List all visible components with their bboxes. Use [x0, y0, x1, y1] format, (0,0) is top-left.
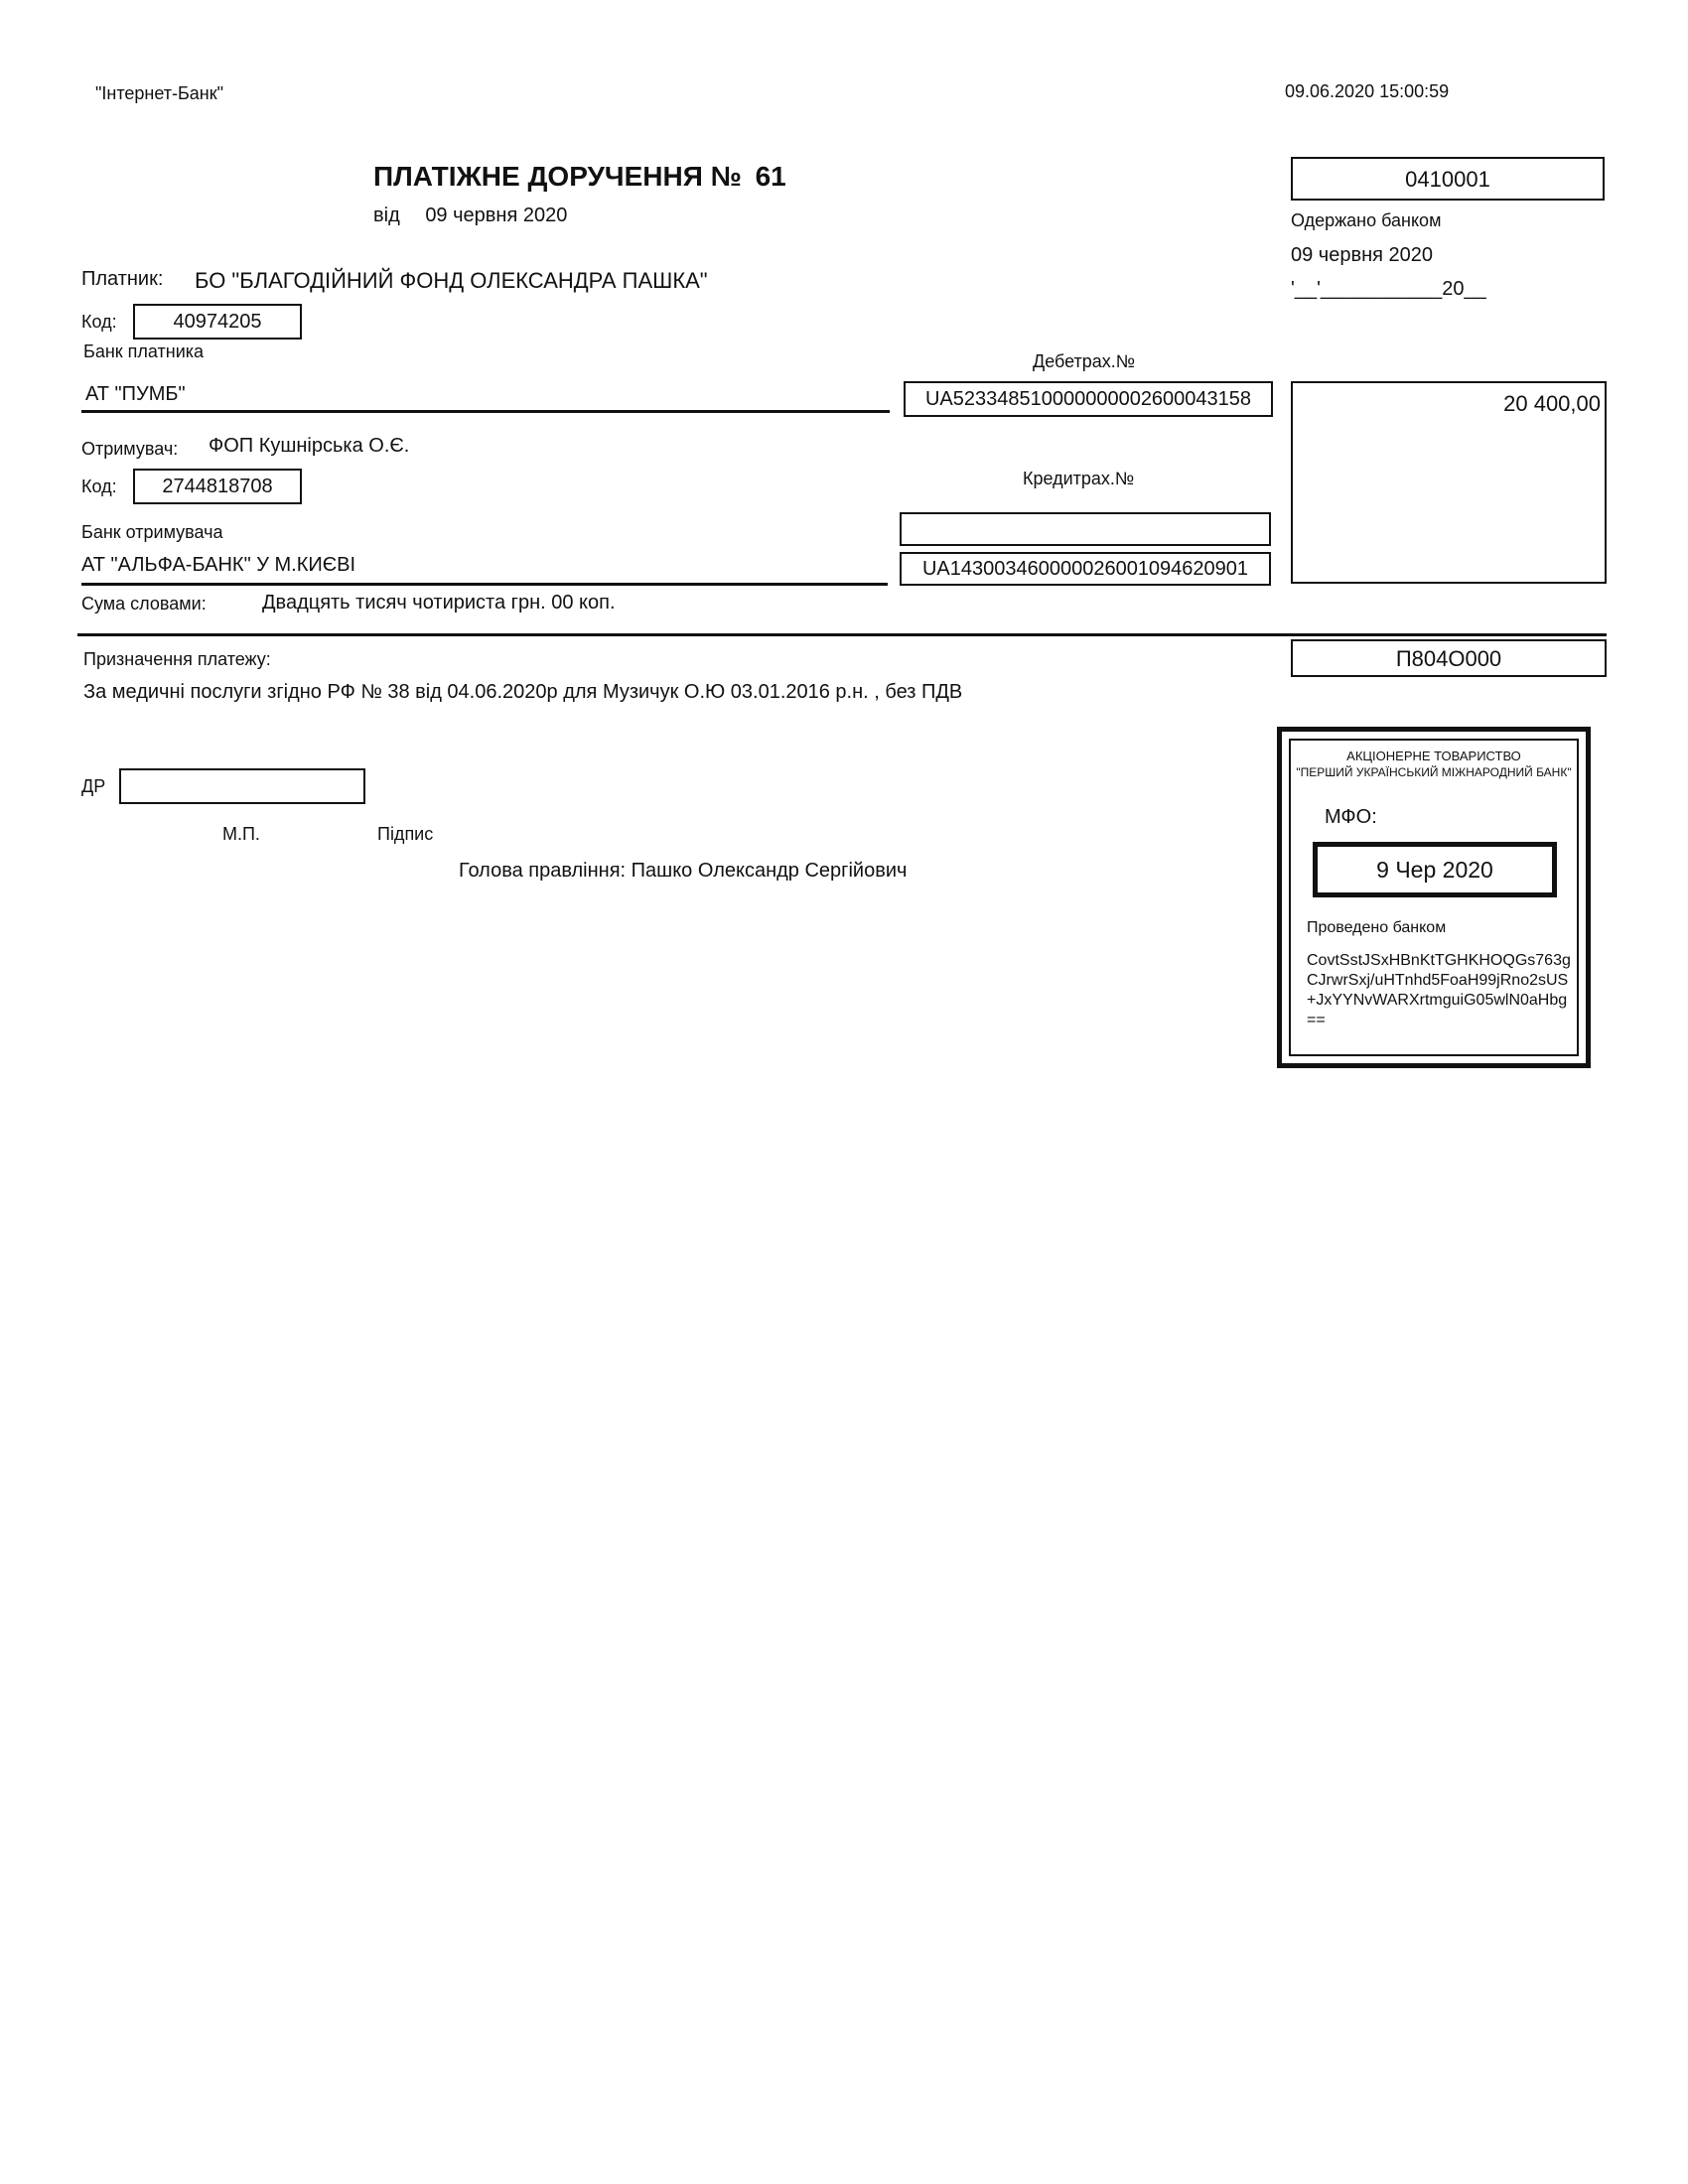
- recipient-bank-name: АТ "АЛЬФА-БАНК" У М.КИЄВІ: [81, 554, 355, 576]
- purpose-code: П804О000: [1395, 646, 1502, 671]
- bank-stamp-inner-border: [1289, 739, 1579, 1056]
- recipient-name: ФОП Кушнірська О.Є.: [209, 435, 410, 457]
- purpose-code-box: [1291, 639, 1607, 677]
- mp-label: М.П.: [222, 824, 260, 844]
- payer-code: 40974205: [173, 311, 262, 333]
- debit-account-box: [904, 381, 1273, 417]
- document-number: 61: [755, 161, 786, 192]
- form-code-box: [1291, 157, 1605, 201]
- stamp-mfo-label: МФО:: [1325, 806, 1377, 828]
- purpose-label: Призначення платежу:: [83, 649, 271, 669]
- stamp-processed-label: Проведено банком: [1307, 919, 1447, 936]
- payer-name: БО "БЛАГОДІЙНИЙ ФОНД ОЛЕКСАНДРА ПАШКА": [195, 268, 708, 293]
- bank-stamp: [1277, 727, 1591, 1068]
- source-label: "Інтернет-Банк": [95, 83, 224, 103]
- credit-account: UA143003460000026001094620901: [921, 558, 1249, 580]
- debit-account-label: Дебетрах.№: [1033, 351, 1136, 371]
- document-date-label: від: [373, 205, 400, 226]
- debit-account: UA523348510000000002600043158: [924, 388, 1252, 410]
- amount-value: 20 400,00: [1503, 391, 1601, 416]
- recipient-bank-label: Банк отримувача: [81, 522, 223, 542]
- print-timestamp: 09.06.2020 15:00:59: [1285, 81, 1450, 101]
- purpose-text: За медичні послуги згідно РФ № 38 від 04.06.2020р для Музичук О.Ю 03.01.2016 р.н. , без ПДВ: [83, 681, 963, 703]
- document-date: [373, 205, 567, 227]
- form-code: 0410001: [1405, 167, 1490, 192]
- amount-words-value: Двадцять тисяч чотириста грн. 00 коп.: [262, 592, 616, 614]
- recipient-code-box: [133, 469, 302, 504]
- amount-words-label: Сума словами:: [81, 594, 207, 614]
- signature-label: Підпис: [377, 824, 434, 844]
- document-title: [373, 161, 786, 193]
- stamp-date: 9 Чер 2020: [1313, 842, 1557, 897]
- payer-code-box: [133, 304, 302, 340]
- recipient-code-label: Код:: [81, 477, 117, 496]
- received-blank-date: '__'___________20__: [1291, 278, 1486, 300]
- recipient-bank-underline: [81, 583, 888, 586]
- stamp-hash: CovtSstJSxHBnKtTGHKHOQGs763gCJrwrSxj/uHTnhd5FoaH99jRno2sUS+JxYYNvWARXrtmguiG05wlN0aHbg==: [1307, 952, 1571, 1028]
- dr-box: [119, 768, 365, 804]
- payer-bank-underline: [81, 410, 890, 413]
- received-by-bank-label: Одержано банком: [1291, 210, 1442, 230]
- section-divider: [77, 633, 1607, 636]
- stamp-line1: АКЦІОНЕРНЕ ТОВАРИСТВО: [1346, 749, 1521, 763]
- recipient-code: 2744818708: [162, 476, 273, 497]
- amount-box: [1291, 381, 1607, 584]
- dr-label: ДР: [81, 776, 106, 796]
- credit-account-label: Кредитрах.№: [1023, 469, 1135, 488]
- document-date-value: 09 червня 2020: [425, 205, 568, 226]
- payer-bank-name: АТ "ПУМБ": [85, 383, 186, 405]
- document-title-text: ПЛАТІЖНЕ ДОРУЧЕННЯ №: [373, 161, 742, 192]
- payer-bank-label: Банк платника: [83, 341, 205, 361]
- head-of-board: Голова правління: Пашко Олександр Сергійович: [459, 860, 908, 882]
- stamp-line2: "ПЕРШИЙ УКРАЇНСЬКИЙ МІЖНАРОДНИЙ БАНК": [1296, 765, 1572, 779]
- payer-code-label: Код:: [81, 312, 117, 332]
- recipient-label: Отримувач:: [81, 439, 179, 459]
- received-date: 09 червня 2020: [1291, 244, 1434, 266]
- credit-extra-box: [900, 512, 1271, 546]
- payer-label: Платник:: [81, 268, 164, 290]
- credit-account-box: [900, 552, 1271, 586]
